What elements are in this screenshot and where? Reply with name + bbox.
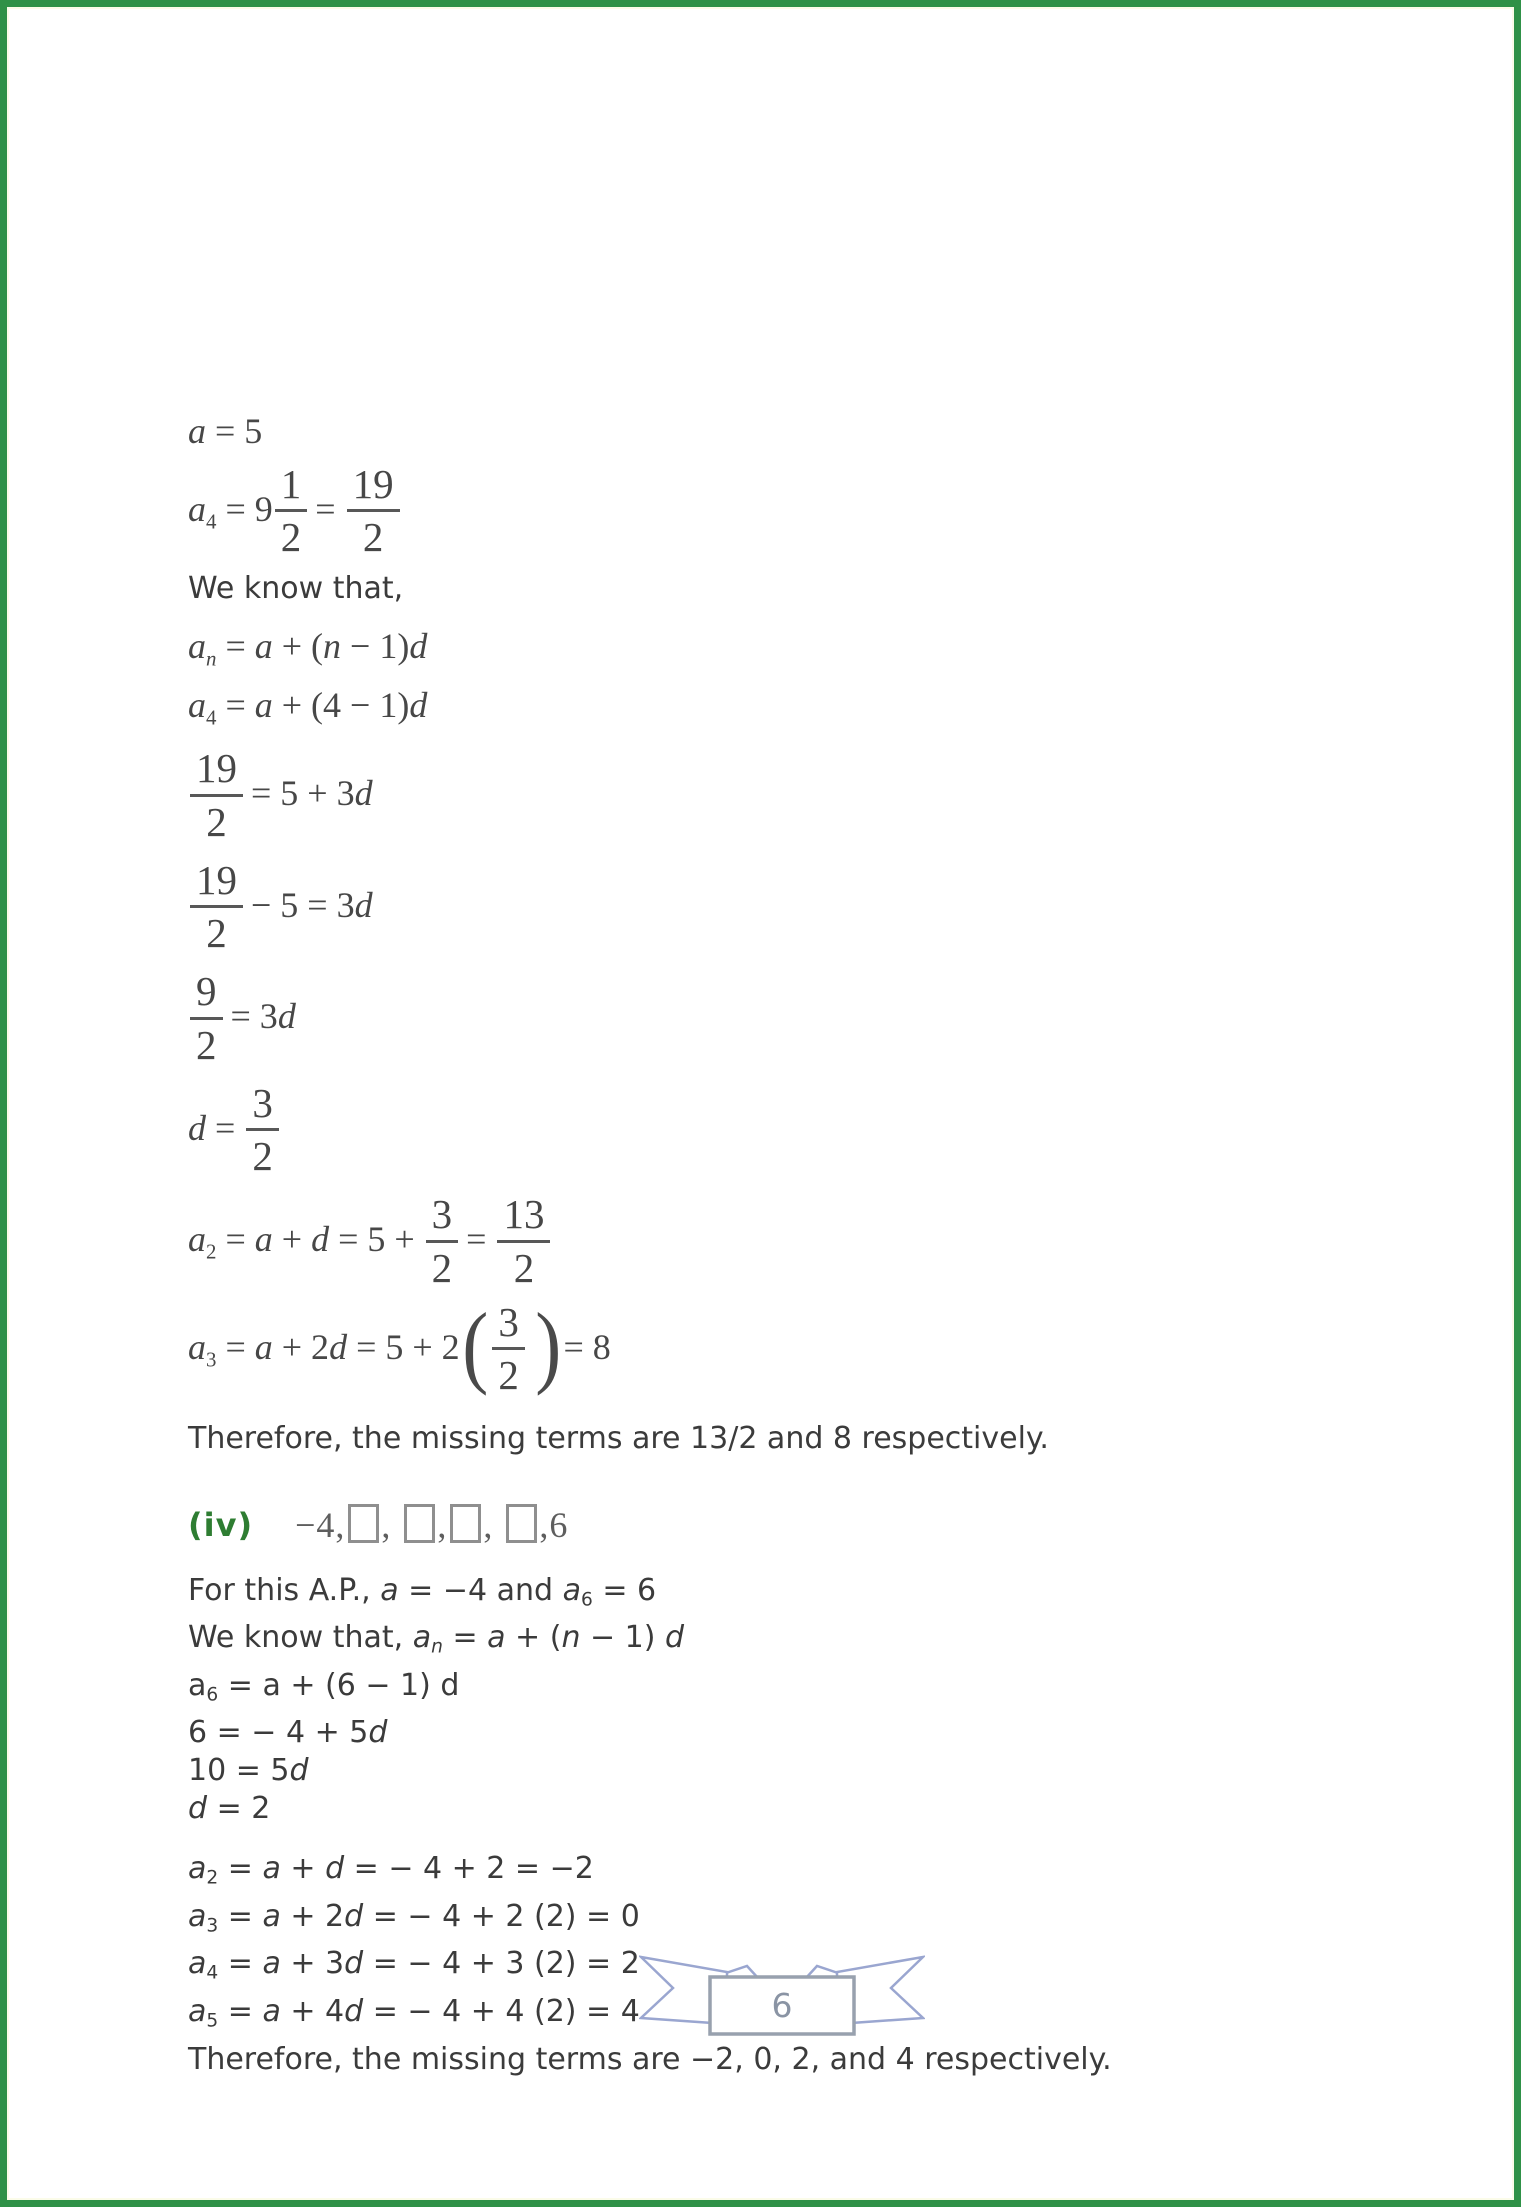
math-token: = 3 xyxy=(230,996,278,1037)
missing-term-box xyxy=(348,1504,379,1543)
math-token: = xyxy=(216,625,255,666)
math-token: = xyxy=(206,1107,245,1148)
math-token: a xyxy=(254,625,273,666)
denominator: 2 xyxy=(196,1021,217,1068)
text-line: Therefore, the missing terms are 13/2 and 8 respectively. xyxy=(188,1420,1049,1456)
numerator: 19 xyxy=(190,858,243,908)
math-token: = xyxy=(216,1219,255,1260)
math-token: = xyxy=(216,684,255,725)
math-token: + ( xyxy=(505,1620,562,1656)
subscript: 2 xyxy=(206,1867,219,1889)
text-line: We know that, xyxy=(188,570,404,606)
fraction xyxy=(190,969,223,1067)
fraction xyxy=(426,1192,459,1290)
math-token: a xyxy=(188,1946,207,1982)
math-text-line xyxy=(188,1850,1438,1898)
math-token: + ( xyxy=(272,625,324,666)
math-token: d xyxy=(344,1993,364,2029)
math-token: a xyxy=(188,625,206,666)
math-token: a xyxy=(562,1572,581,1608)
math-text-line xyxy=(188,1752,1438,1790)
math-token: = − 4 + 2 (2) = 0 xyxy=(363,1898,640,1934)
math-token: a xyxy=(188,1851,207,1887)
math-token: = − 4 + 2 = −2 xyxy=(344,1851,594,1887)
math-token: n xyxy=(323,625,342,666)
math-token: = xyxy=(218,1851,263,1887)
math-token: , xyxy=(483,1504,504,1545)
content xyxy=(188,409,1438,2079)
math-token: = 2 xyxy=(207,1791,271,1827)
math-token: + 2 xyxy=(280,1898,345,1934)
math-token: a xyxy=(188,1993,207,2029)
math-token: a xyxy=(254,1219,273,1260)
math-token: − 5 = 3 xyxy=(251,884,355,925)
fraction xyxy=(275,462,308,560)
math-token: = −4 and xyxy=(398,1572,563,1608)
math-token: + 4 xyxy=(280,1993,345,2029)
math-token: a xyxy=(487,1620,506,1656)
equation-line xyxy=(188,969,1438,1071)
math-token: = xyxy=(218,1946,263,1982)
equation-line xyxy=(188,858,1438,960)
numerator: 9 xyxy=(190,969,223,1019)
subscript: 6 xyxy=(206,1684,219,1706)
math-token: a xyxy=(412,1620,432,1656)
math-token: , xyxy=(539,1504,550,1545)
missing-term-box xyxy=(404,1504,435,1543)
math-token: = 5 + 2 xyxy=(347,1327,460,1367)
subscript: 3 xyxy=(206,1347,217,1372)
math-text-line xyxy=(188,1898,1438,1946)
math-text-line xyxy=(188,1667,1438,1715)
math-token: d xyxy=(409,684,428,725)
subscript: 6 xyxy=(580,1589,593,1611)
fraction xyxy=(190,858,243,956)
numerator: 13 xyxy=(497,1192,550,1242)
numerator: 1 xyxy=(275,462,308,512)
denominator: 2 xyxy=(431,1244,453,1291)
equation-line xyxy=(188,1081,1438,1183)
math-token: = 9 xyxy=(216,489,273,530)
math-token: , xyxy=(437,1504,448,1545)
denominator: 2 xyxy=(513,1244,535,1291)
subscript: n xyxy=(206,645,217,670)
equation-line xyxy=(188,409,1438,454)
math-token: = xyxy=(218,1993,263,2029)
numerator: 19 xyxy=(190,746,243,796)
math-token: d xyxy=(289,1753,309,1789)
numerator: 19 xyxy=(347,462,400,512)
math-token: d xyxy=(368,1715,388,1751)
missing-term-box xyxy=(450,1504,481,1543)
denominator: 2 xyxy=(498,1352,519,1399)
numerator: 3 xyxy=(426,1192,459,1242)
math-token: d xyxy=(311,1219,330,1260)
math-token: d xyxy=(665,1620,685,1656)
math-token: a xyxy=(188,489,206,530)
math-token: = xyxy=(218,1898,263,1934)
math-token: − 1) xyxy=(580,1620,665,1656)
math-token: a xyxy=(254,1327,273,1367)
math-token: = 6 xyxy=(592,1572,657,1608)
math-token: 6 xyxy=(549,1504,569,1545)
math-token: a xyxy=(188,411,206,451)
math-text-line xyxy=(188,1714,1438,1752)
math-token: = xyxy=(442,1620,488,1656)
math-token: = xyxy=(466,1219,496,1260)
fraction xyxy=(190,746,243,844)
denominator: 2 xyxy=(206,910,227,957)
math-token: = xyxy=(216,1327,255,1367)
fraction xyxy=(492,1300,525,1398)
equation-line xyxy=(188,624,1438,671)
page-number: 6 xyxy=(771,1986,793,2025)
math-token: d xyxy=(325,1851,345,1887)
math-token: a xyxy=(254,684,273,725)
subscript: 4 xyxy=(206,705,217,730)
math-token: d xyxy=(329,1327,348,1367)
denominator: 2 xyxy=(206,798,227,845)
denominator: 2 xyxy=(252,1133,273,1180)
math-token: = − 4 + 4 (2) = 4 xyxy=(363,1993,640,2029)
math-token: = 5 + xyxy=(329,1219,424,1260)
math-token: a xyxy=(262,1993,281,2029)
math-text-line xyxy=(188,1619,1438,1667)
math-token: = 5 + 3 xyxy=(251,773,355,814)
math-token: d xyxy=(188,1791,208,1827)
subscript: 4 xyxy=(206,509,217,534)
math-token: , xyxy=(381,1504,402,1545)
math-token: + (4 − 1) xyxy=(272,684,410,725)
math-token: = a + (6 − 1) d xyxy=(218,1667,460,1703)
math-token: d xyxy=(409,625,428,666)
text-line: Therefore, the missing terms are −2, 0, 2, and 4 respectively. xyxy=(188,2041,1112,2077)
equation-line xyxy=(188,462,1438,564)
math-token: n xyxy=(561,1620,581,1656)
math-token: − 1) xyxy=(341,625,410,666)
math-token: a xyxy=(380,1572,399,1608)
math-token: + xyxy=(280,1851,326,1887)
math-token: d xyxy=(354,884,373,925)
fraction xyxy=(246,1081,279,1179)
math-token: d xyxy=(344,1946,364,1982)
math-token: + xyxy=(272,1219,312,1260)
fraction xyxy=(347,462,400,560)
math-token: a xyxy=(188,684,206,725)
subscript: 2 xyxy=(206,1239,217,1264)
numerator: 3 xyxy=(492,1300,525,1350)
math-token: −4, xyxy=(295,1504,346,1545)
denominator: 2 xyxy=(280,514,302,561)
math-token: d xyxy=(344,1898,364,1934)
page-number-ribbon xyxy=(639,1955,925,2037)
denominator: 2 xyxy=(362,514,384,561)
section-heading xyxy=(188,1504,1438,1546)
equation-line xyxy=(188,683,1438,730)
subscript: n xyxy=(431,1636,443,1658)
math-text-line xyxy=(188,1572,1438,1620)
subscript: 3 xyxy=(206,1915,219,1937)
math-token: a xyxy=(188,1327,206,1367)
equation-line xyxy=(188,1192,1438,1294)
math-token: For this A.P., xyxy=(188,1572,381,1608)
numerator: 3 xyxy=(246,1081,279,1131)
math-token: a xyxy=(188,1219,206,1260)
subscript: 4 xyxy=(206,1962,219,1984)
math-token: a xyxy=(262,1946,281,1982)
equation-line xyxy=(188,746,1438,848)
section-label: (iv) xyxy=(188,1505,254,1544)
math-token: d xyxy=(354,773,373,814)
ap-sequence xyxy=(295,1504,568,1546)
math-token: a xyxy=(262,1898,281,1934)
math-token: = 8 xyxy=(563,1327,611,1367)
math-token: We know that, xyxy=(188,1620,413,1656)
math-token: 6 = − 4 + 5 xyxy=(188,1715,369,1751)
math-token: a xyxy=(262,1851,281,1887)
fraction xyxy=(497,1192,550,1290)
math-text-line xyxy=(188,1790,1438,1828)
math-token: = xyxy=(315,489,345,530)
math-token: + 2 xyxy=(272,1327,330,1367)
subscript: 5 xyxy=(206,2010,219,2032)
math-token: a xyxy=(188,1898,207,1934)
math-token: 10 = 5 xyxy=(188,1753,290,1789)
math-token: d xyxy=(188,1107,206,1148)
math-token: a xyxy=(188,1667,207,1703)
math-token: = − 4 + 3 (2) = 2 xyxy=(363,1946,640,1982)
math-token: = 5 xyxy=(206,411,263,451)
missing-term-box xyxy=(506,1504,537,1543)
math-token: + 3 xyxy=(280,1946,345,1982)
math-token: d xyxy=(277,996,296,1037)
equation-line: $a_3 = a + 2d = 5 + 2$( $\frac{3}{2}$ )= 8 xyxy=(188,1293,611,1399)
